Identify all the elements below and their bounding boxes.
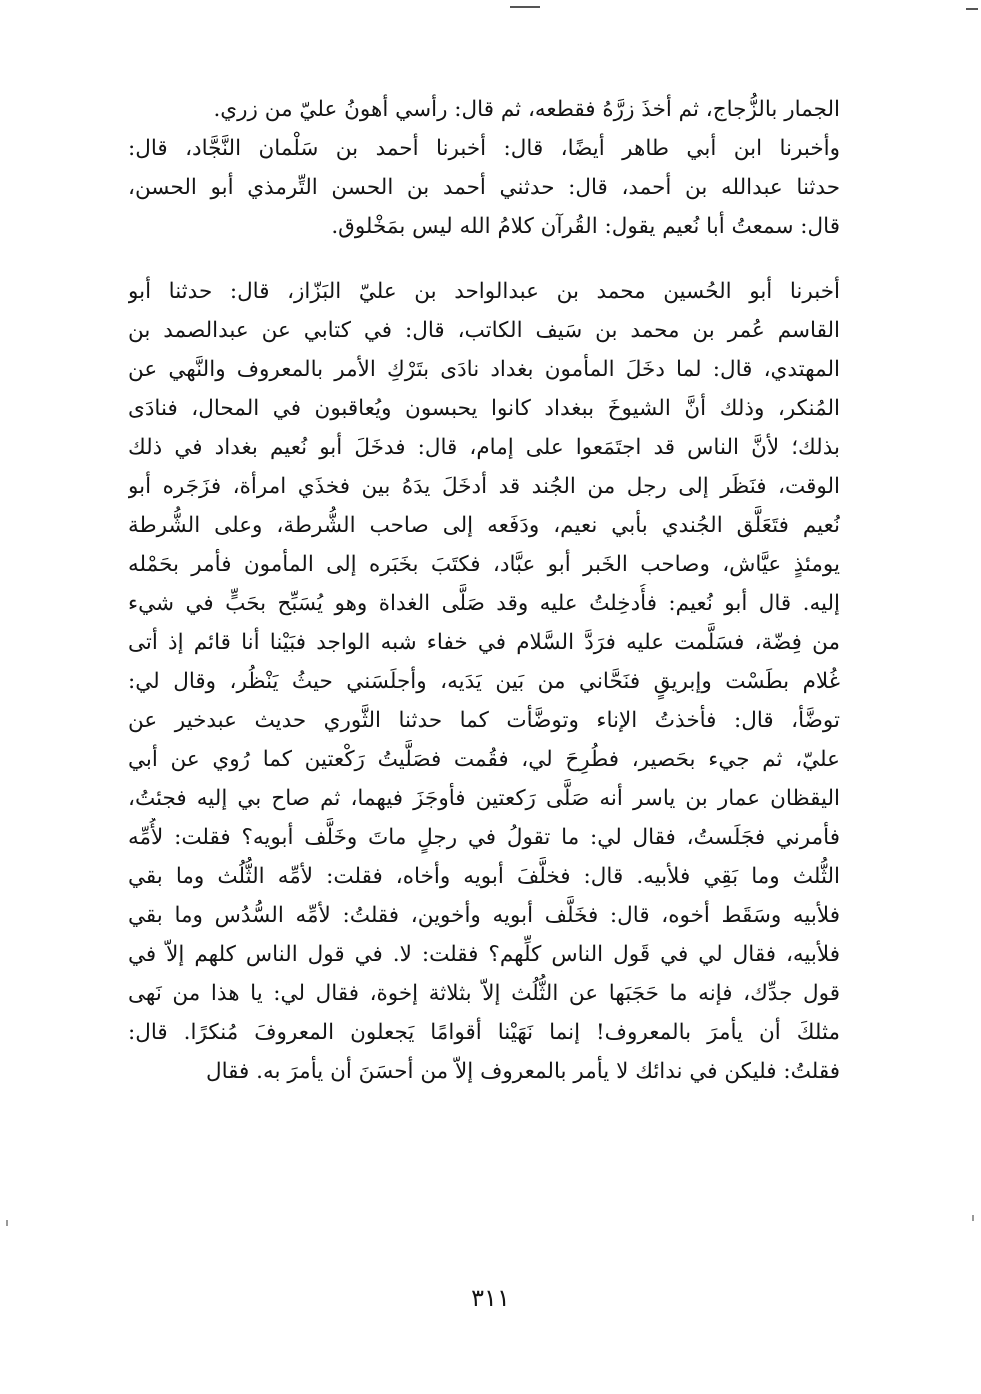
text-line: توضَّأ، قال: فأخذتُ الإناء وتوضَّأت كما حدثنا الثَّوري حديث عبدخير عن bbox=[128, 708, 840, 733]
text-line: مثلكَ أن يأمرَ بالمعروف! إنما نَهَيْنا أقوامًا يَجعلون المعروفَ مُنكرًا. قال: bbox=[128, 1020, 840, 1045]
text-line: بذلك؛ لأنَّ الناس قد اجتَمَعوا على إمام، قال: فدخَلَ أبو نُعيم بغداد في ذلك bbox=[128, 435, 840, 460]
text-line: غُلام بطَسْت وإبريقٍ فنَحَّاني من بَين يَدَيه، وأجلَسَني حيثُ يَنْظُر، وقال لي: bbox=[128, 669, 840, 694]
text-line: الجمار بالزُّجاج، ثم أخذَ زرَّهُ فقطعه، ثم قال: رأسي أهونُ عليّ من زري. bbox=[213, 97, 840, 122]
scan-edge-dot bbox=[6, 1220, 8, 1226]
text-line: المهتدي، قال: لما دخَلَ المأمون بغداد نادَى بتَرْكِ الأمر بالمعروف والنَّهي عن bbox=[128, 357, 840, 382]
text-line: يومئذٍ عيَّاش، وصاحب الخَبر أبو عبَّاد، فكتَبَ بخَبَره إلى المأمون فأمر بحَمْله bbox=[128, 552, 840, 577]
text-line: من فِضّة، فسَلَّمت عليه فرَدَّ السَّلام في خفاء شبه الواجد فبَيْنا أنا قائم إذ أتى bbox=[128, 630, 840, 655]
scan-mark-corner bbox=[966, 8, 978, 10]
text-line: عليّ، ثم جيء بحَصير، فطُرِحَ لي، فقُمت فصَلَّيتُ رَكْعتين كما رُوي عن أبي bbox=[128, 747, 840, 772]
paragraph bbox=[128, 129, 840, 246]
text-line: قال: سمعتُ أبا نُعيم يقول: القُرآن كلامُ الله ليس بمَخْلوق. bbox=[331, 214, 840, 239]
paragraph-gap bbox=[128, 246, 840, 272]
text-line: فلأبيه، فقال لي في قَول الناس كلِّهم؟ فقلت: لا. في قول الناس كلهم إلاّ في bbox=[128, 942, 840, 967]
text-line: قول جدِّك، فإنه ما حَجَبَها عن الثُّلُث إلاّ بثلاثة إخوة، فقال لي: يا هذا من نَهى bbox=[128, 981, 840, 1006]
scan-edge-dot bbox=[972, 1215, 974, 1221]
text-line: وأخبرنا ابن أبي طاهر أيضًا، قال: أخبرنا أحمد بن سَلْمان النَّجَّاد، قال: bbox=[128, 136, 840, 161]
text-line: فلأبيه وسَقَط أخوه، قال: فخَلَّف أبويه وأخوين، فقلتُ: لأمِّه السُّدُس وما بقي bbox=[128, 903, 840, 928]
text-line: فقلتُ: فليكن في ندائك لا يأمر بالمعروف إلاّ من أحسَنَ أن يأمرَ به. فقال bbox=[205, 1059, 840, 1084]
text-line: فأمرني فجَلَستُ، فقال لي: ما تقولُ في رجلٍ ماتَ وخَلَّف أبويه؟ فقلت: لأُمِّه bbox=[128, 825, 840, 850]
text-line: المُنكر، وذلك أنَّ الشيوخَ ببغداد كانوا يحبسون ويُعاقبون في المحال، فنادَى bbox=[128, 396, 840, 421]
text-line: القاسم عُمر بن محمد بن سَيف الكاتب، قال: في كتابي عن عبدالصمد بن bbox=[128, 318, 840, 343]
body-text bbox=[128, 90, 840, 1091]
text-line: الوقت، فنَظَر إلى رجل من الجُند قد أدخَلَ يدَهُ بين فخذَي امرأة، فزَجَره أبو bbox=[128, 474, 840, 499]
text-line: نُعيم فتَعَلَّق الجُندي بأبي نعيم، ودَفَعه إلى صاحب الشُّرطة، وعلى الشُّرطة bbox=[128, 513, 840, 538]
scan-mark-top bbox=[510, 6, 540, 8]
page-number: ٣١١ bbox=[471, 1284, 510, 1312]
text-line: الثُّلث وما بَقِي فلأبيه. قال: فخلَّفَ أبويه وأخاه، فقلت: لأمِّه الثُّلُث وما بقي bbox=[128, 864, 840, 889]
paragraph bbox=[128, 272, 840, 1091]
paragraph bbox=[128, 90, 840, 129]
text-line: حدثنا عبدالله بن أحمد، قال: حدثني أحمد بن الحسن التِّرمذي أبو الحسن، bbox=[128, 175, 840, 200]
text-line: أخبرنا أبو الحُسين محمد بن عبدالواحد بن عليّ البَزّاز، قال: حدثنا أبو bbox=[128, 279, 840, 304]
text-line: إليه. قال أبو نُعيم: فأُدخِلتُ عليه وقد صَلَّى الغداة وهو يُسَبِّح بحَبٍّ في شيء bbox=[128, 591, 840, 616]
text-line: اليقظان عمار بن ياسر أنه صَلَّى رَكعتين فأوجَزَ فيهما، ثم صاح بي إليه فجئتُ، bbox=[128, 786, 840, 811]
